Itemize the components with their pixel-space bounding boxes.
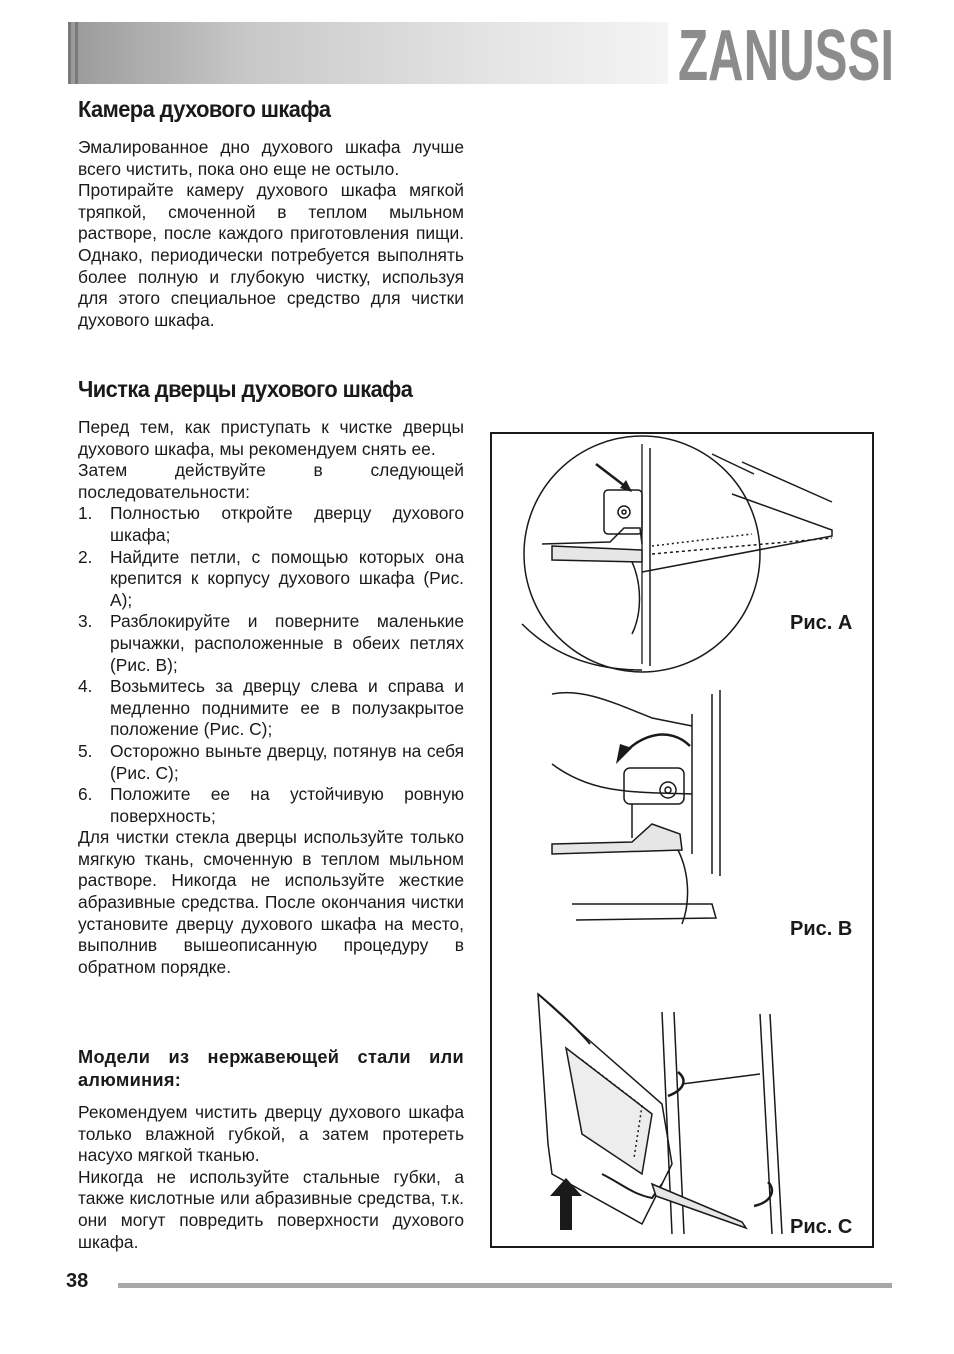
paragraph: Протирайте камеру духового шкафа мягкой тряпкой, смоченной в теплом мыльном растворе, после каждого приготовления пищи. Однако, периодически потребуется выполнять более полную и глубокую чистку, используя для этого специальное средство для чистки духового шкафа. [78, 180, 464, 330]
paragraph: Перед тем, как приступать к чистке дверцы духового шкафа, мы рекомендуем снять ее. [78, 417, 464, 459]
figure-c-illustration [492, 984, 872, 1246]
figures-frame [490, 432, 874, 1248]
list-item: 5. Осторожно выньте дверцу, потянув на себя (Рис. C); [78, 740, 464, 783]
section-title: Чистка дверцы духового шкафа [78, 376, 413, 402]
zanussi-logo [676, 18, 896, 88]
rotate-arrow-icon [622, 735, 690, 756]
section-title: Камера духового шкафа [78, 96, 331, 122]
paragraph: Затем действуйте в следующей последовательности: [78, 460, 464, 502]
list-item: 6. Положите ее на устойчивую ровную поверхность; [78, 784, 464, 826]
section-stainless-models [78, 1046, 464, 1253]
list-item: 2. Найдите петли, с помощью которых она крепится к корпусу духового шкафа (Рис. A); [78, 546, 464, 610]
list-item: 3. Разблокируйте и поверните маленькие рычажки, расположенные в обеих петлях (Рис. B); [78, 611, 464, 675]
paragraph: Эмалированное дно духового шкафа лучше всего чистить, пока оно еще не остыло. [78, 137, 464, 179]
section-door-cleaning [78, 376, 464, 978]
list-item: 1. Полностью откройте дверцу духового шкафа; [78, 503, 464, 545]
logo-text: ZANUSSI [678, 18, 894, 88]
paragraph: Для чистки стекла дверцы используйте только мягкую ткань, смоченную в теплом мыльном растворе. Никогда не используйте жесткие абразивные средства. После окончания чистки установите дверцу духового шкафа на место, выполнив вышеописанную процедуру в обратном порядке. [78, 827, 464, 977]
figure-c-label: Рис. C [790, 1216, 853, 1238]
page-number: 38 [66, 1270, 89, 1292]
figure-a-label: Рис. A [790, 612, 853, 634]
header-stripe [75, 22, 78, 84]
paragraph: Рекомендуем чистить дверцу духового шкафа только влажной губкой, а затем протереть насухо мягкой тканью. [78, 1102, 464, 1166]
subsection-title: Модели из нержавеющей стали или алюминия: [78, 1047, 464, 1090]
section-oven-chamber [78, 96, 464, 331]
footer-rule [118, 1283, 892, 1288]
paragraph: Никогда не используйте стальные губки, а также кислотные или абразивные средства, т.к. они могут повредить поверхности духового шкафа. [78, 1166, 464, 1252]
curved-arrow-icon [668, 1072, 683, 1096]
header-stripe [68, 22, 71, 84]
up-arrow-icon [550, 1178, 582, 1230]
list-item: 4. Возьмитесь за дверцу слева и справа и медленно поднимите ее в полузакрытое положение (Рис. C); [78, 676, 464, 740]
header-bar [68, 22, 668, 84]
figure-a-illustration [492, 434, 872, 684]
figure-b-label: Рис. B [790, 918, 853, 940]
steps-list [78, 503, 464, 827]
